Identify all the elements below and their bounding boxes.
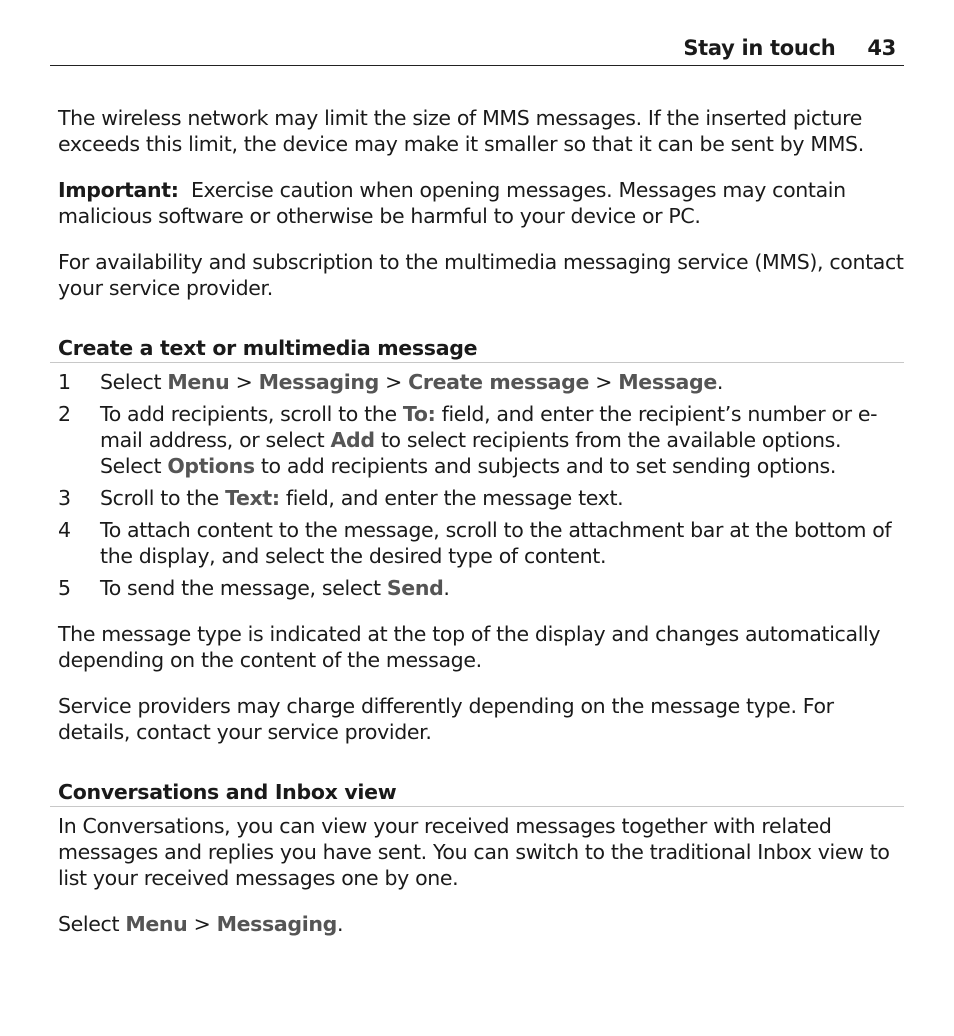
step-text: Select <box>100 370 168 394</box>
ui-label-messaging: Messaging <box>216 912 337 936</box>
step-item <box>58 485 904 511</box>
header-text <box>683 36 896 60</box>
path-separator: > <box>187 912 217 936</box>
ui-label-messaging: Messaging <box>258 370 379 394</box>
step-text: . <box>716 370 724 394</box>
step-text: field, and enter the recipient’s number or e-mail address, or select <box>100 402 878 452</box>
intro-paragraph-availability: For availability and subscription to the multimedia messaging service (MMS), contact your service provider. <box>58 250 904 300</box>
step-number: 1 <box>58 370 71 394</box>
ui-label-options: Options <box>167 454 255 478</box>
step-text: To send the message, select <box>100 576 387 600</box>
important-text: Exercise caution when opening messages. Messages may contain malicious software or otherwise be harmful to your device or PC. <box>58 178 846 228</box>
ui-label-send: Send <box>386 576 444 600</box>
step-text: field, and enter the message text. <box>279 486 624 510</box>
section-heading-conversations: Conversations and Inbox view <box>58 780 397 804</box>
step-number: 3 <box>58 486 71 510</box>
important-note <box>58 177 904 229</box>
step-text: To add recipients, scroll to the <box>100 402 403 426</box>
ui-label-add: Add <box>330 428 375 452</box>
ui-label-create-message: Create message <box>408 370 590 394</box>
ui-label-menu: Menu <box>125 912 188 936</box>
section-title: Stay in touch <box>683 36 836 60</box>
body-text: . <box>336 912 344 936</box>
important-label: Important: <box>58 178 179 202</box>
path-separator: > <box>378 370 409 394</box>
ui-label-text-field: Text: <box>225 486 280 510</box>
intro-paragraph-mms-limit: The wireless network may limit the size of MMS messages. If the inserted picture exceeds this limit, the device may make it smaller so that it can be sent by MMS. <box>58 106 864 156</box>
step-text: To attach content to the message, scroll to the attachment bar at the bottom of the display, and select the desired type of content. <box>100 518 892 568</box>
ui-label-menu: Menu <box>167 370 230 394</box>
paragraph-message-type: The message type is indicated at the top of the display and changes automatically depending on the content of the message. <box>58 622 881 672</box>
path-separator: > <box>589 370 619 394</box>
page-content <box>58 105 904 957</box>
step-text: to add recipients and subjects and to set sending options. <box>254 454 836 478</box>
step-number: 5 <box>58 576 71 600</box>
step-item <box>58 401 904 479</box>
path-separator: > <box>229 370 259 394</box>
section-divider <box>50 806 904 807</box>
paragraph-service-charges: Service providers may charge differently depending on the message type. For details, contact your service provider. <box>58 694 834 744</box>
ui-label-to-field: To: <box>402 402 436 426</box>
step-number: 2 <box>58 402 71 426</box>
body-text: Select <box>58 912 126 936</box>
paragraph-conversations: In Conversations, you can view your received messages together with related messages and replies you have sent. You can switch to the traditional Inbox view to list your received messages one by one. <box>58 814 890 890</box>
step-number: 4 <box>58 518 71 542</box>
step-item <box>58 575 904 601</box>
section-divider <box>50 362 904 363</box>
ui-label-message: Message <box>618 370 717 394</box>
section-heading-create-message: Create a text or multimedia message <box>58 336 478 360</box>
create-message-steps <box>58 369 904 601</box>
step-item <box>58 369 904 395</box>
page-number: 43 <box>867 36 896 60</box>
running-header <box>50 34 904 66</box>
paragraph-select-path <box>58 911 904 937</box>
step-text: . <box>443 576 450 600</box>
step-item <box>58 517 904 569</box>
step-text: to select recipients from the available options. Select <box>100 428 842 478</box>
step-text: Scroll to the <box>100 486 226 510</box>
